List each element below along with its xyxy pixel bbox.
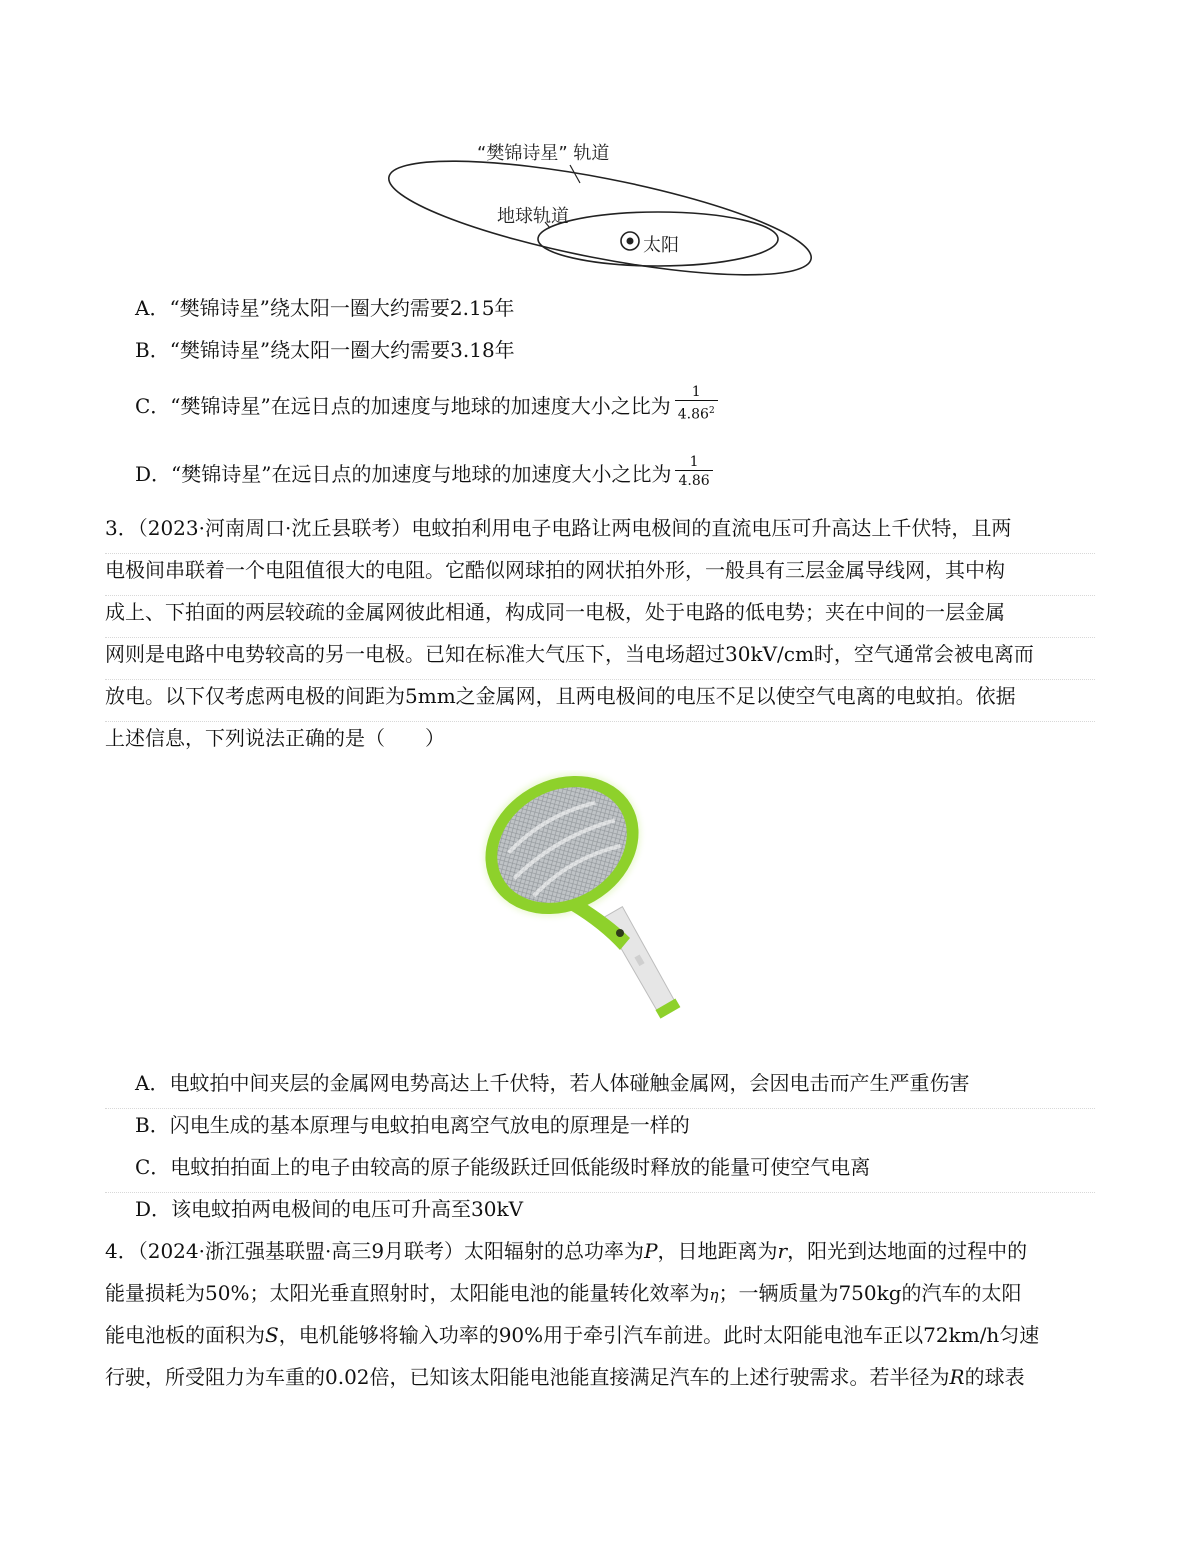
divider <box>105 679 1095 680</box>
q2-option-d-text: D．“樊锦诗星”在远日点的加速度与地球的加速度大小之比为 <box>135 462 672 486</box>
mosquito-swatter-image <box>462 770 742 1040</box>
fraction-numerator: 1 <box>689 454 699 470</box>
q2-option-d <box>135 454 713 493</box>
q2-option-b: B．“樊锦诗星”绕太阳一圈大约需要3.18年 <box>135 338 515 362</box>
q3-option-c: C．电蚊拍拍面上的电子由较高的原子能级跃迁回低能级时释放的能量可使空气电离 <box>135 1155 871 1179</box>
q4-text: ，阳光到达地面的过程中的 <box>787 1239 1028 1263</box>
swatter-illustration <box>462 770 742 1040</box>
q4-line-3 <box>105 1322 1039 1348</box>
q4-text: 能电池板的面积为 <box>105 1323 265 1347</box>
q3-option-d: D．该电蚊拍两电极间的电压可升高至30kV <box>135 1197 524 1221</box>
q4-var-r: r <box>777 1239 788 1263</box>
q3-line-1: 3．（2023·河南周口·沈丘县联考）电蚊拍利用电子电路让两电极间的直流电压可升高达上千伏特，且两 <box>105 516 1012 540</box>
q4-line-1 <box>105 1238 1027 1264</box>
fraction-denominator-value: 4.86 <box>677 406 709 423</box>
q2-option-c-text: C．“樊锦诗星”在远日点的加速度与地球的加速度大小之比为 <box>135 393 671 418</box>
q3-option-b: B．闪电生成的基本原理与电蚊拍电离空气放电的原理是一样的 <box>135 1113 690 1137</box>
q4-line-4 <box>105 1364 1025 1390</box>
divider <box>105 553 1095 554</box>
q4-text: 4．（2024·浙江强基联盟·高三9月联考）太阳辐射的总功率为 <box>105 1239 645 1263</box>
fanjinshi-orbit-label: “樊锦诗星” 轨道 <box>477 143 610 164</box>
divider <box>105 721 1095 722</box>
q4-text: 的球表 <box>964 1365 1025 1389</box>
q4-text: ；一辆质量为750kg的汽车的太阳 <box>718 1281 1022 1305</box>
orbit-figure <box>385 135 815 285</box>
fraction-denominator <box>675 400 718 423</box>
q2-option-a: A．“樊锦诗星”绕太阳一圈大约需要2.15年 <box>135 296 515 320</box>
q4-text: 行驶，所受阻力为车重的0.02倍，已知该太阳能电池能直接满足汽车的上述行驶需求。若半径为 <box>105 1365 950 1389</box>
sun-label: 太阳 <box>643 235 679 256</box>
q4-line-2 <box>105 1280 1022 1308</box>
earth-orbit-label: 地球轨道 <box>497 206 569 227</box>
q4-var-p: P <box>644 1239 658 1263</box>
q4-var-r-radius: R <box>949 1365 965 1389</box>
q2-option-c-fraction <box>675 384 718 423</box>
q3-line-3: 成上、下拍面的两层较疏的金属网彼此相通，构成同一电极，处于电路的低电势；夹在中间的一层金属 <box>105 600 1005 624</box>
fraction-numerator: 1 <box>691 384 701 400</box>
q4-text: ，日地距离为 <box>657 1239 778 1263</box>
fraction-exponent: 2 <box>708 406 715 416</box>
swatter-handle <box>602 907 680 1019</box>
fraction-denominator: 4.86 <box>675 470 712 489</box>
swatter-button <box>616 929 624 937</box>
q3-line-2: 电极间串联着一个电阻值很大的电阻。它酷似网球拍的网状拍外形，一般具有三层金属导线网，其中构 <box>105 558 1005 582</box>
q2-option-d-fraction <box>675 454 712 489</box>
q4-text: 能量损耗为50%；太阳光垂直照射时，太阳能电池的能量转化效率为 <box>105 1281 710 1305</box>
q3-line-6: 上述信息，下列说法正确的是（ ） <box>105 726 445 750</box>
sun-icon-dot <box>627 238 634 245</box>
divider <box>105 1108 1095 1109</box>
divider <box>105 595 1095 596</box>
q4-text: ，电机能够将输入功率的90%用于牵引汽车前进。此时太阳能电池车正以72km/h匀速 <box>278 1323 1040 1347</box>
divider <box>105 637 1095 638</box>
q3-option-a: A．电蚊拍中间夹层的金属网电势高达上千伏特，若人体碰触金属网，会因电击而产生严重伤害 <box>135 1071 970 1095</box>
q2-option-c <box>135 384 718 427</box>
divider <box>105 1192 1095 1193</box>
q4-var-eta: η <box>709 1286 719 1304</box>
q4-var-s: S <box>265 1323 279 1347</box>
q3-line-4: 网则是电路中电势较高的另一电极。已知在标准大气压下，当电场超过30kV/cm时，空气通常会被电离而 <box>105 642 1034 666</box>
q3-line-5: 放电。以下仅考虑两电极的间距为5mm之金属网，且两电极间的电压不足以使空气电离的电蚊拍。依据 <box>105 684 1016 708</box>
